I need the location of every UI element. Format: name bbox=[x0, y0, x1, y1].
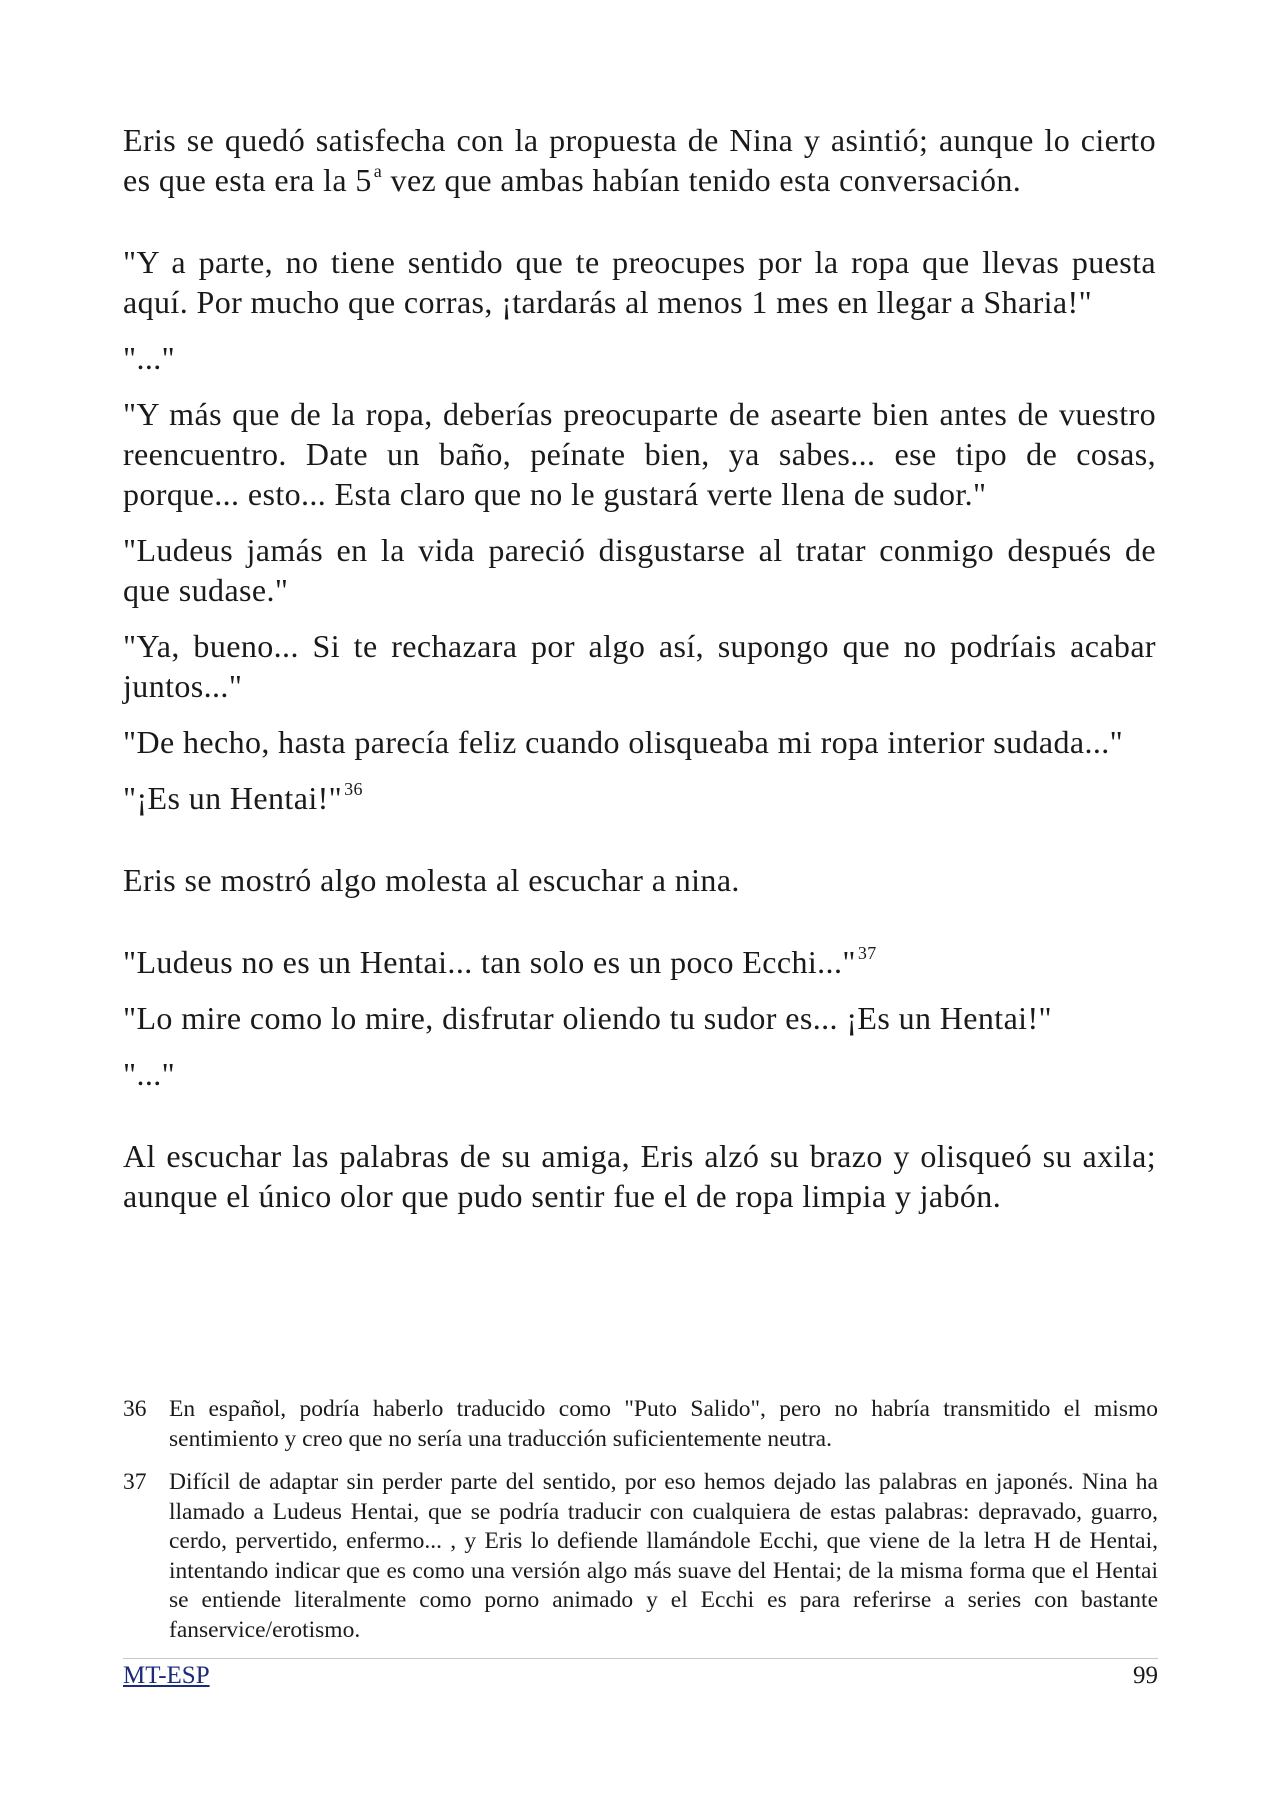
page-number: 99 bbox=[1133, 1662, 1158, 1689]
paragraph: "Ludeus jamás en la vida pareció disgustarse al tratar conmigo después de que sudase." bbox=[123, 532, 1156, 608]
paragraph: Eris se mostró algo molesta al escuchar a nina. bbox=[123, 862, 740, 898]
footnote-ref-36[interactable]: 36 bbox=[344, 779, 363, 799]
paragraph: "De hecho, hasta parecía feliz cuando olisqueaba mi ropa interior sudada..." bbox=[123, 724, 1124, 760]
paragraph: "..." bbox=[123, 340, 176, 376]
footnote-text: En español, podría haberlo traducido como "Puto Salido", pero no habría transmitido el mismo sentimiento y creo que no sería una traducción suficientemente neutra. bbox=[169, 1396, 1158, 1452]
paragraph: "¡Es un Hentai!" $^{36}$ bbox=[123, 779, 363, 816]
footnotes bbox=[123, 1395, 1158, 1659]
footnote-ref-37[interactable]: 37 bbox=[857, 943, 877, 963]
footnote-37 bbox=[123, 1468, 1158, 1645]
paragraph: "Y a parte, no tiene sentido que te preocupes por la ropa que llevas puesta aquí. Por mucho que corras, ¡tardarás al menos 1 mes en llegar a Sharia!" bbox=[123, 244, 1156, 320]
footer-link[interactable]: MT-ESP bbox=[123, 1662, 210, 1689]
paragraph: "Ya, bueno... Si te rechazara por algo así, supongo que no podríais acabar juntos..." bbox=[123, 628, 1156, 704]
footer-divider bbox=[123, 1658, 1158, 1659]
paragraph: "Y más que de la ropa, deberías preocuparte de asearte bien antes de vuestro reencuentro. Date un baño, peínate bien, ya sabes... ese tipo de cosas, porque... esto... Esta claro que no le gustará verte llena de sudor." bbox=[123, 396, 1156, 512]
superscript-ordinal: a bbox=[373, 161, 383, 181]
paragraph: "..." bbox=[123, 1056, 176, 1092]
footnote-number: 37 bbox=[123, 1469, 147, 1495]
paragraph: Eris se quedó satisfecha con la propuesta de Nina y asintió; aunque lo cierto es que esta era la 5 $^a$ vez que ambas habían tenido esta conversación. bbox=[123, 122, 1156, 198]
paragraph: "Lo mire como lo mire, disfrutar oliendo tu sudor es... ¡Es un Hentai!" bbox=[123, 1000, 1052, 1036]
paragraph: Al escuchar las palabras de su amiga, Eris alzó su brazo y olisqueó su axila; aunque el único olor que pudo sentir fue el de ropa limpia y jabón. bbox=[123, 1138, 1156, 1214]
footnote-number: 36 bbox=[123, 1396, 147, 1422]
footnote-text: Difícil de adaptar sin perder parte del sentido, por eso hemos dejado las palabras en japonés. Nina ha llamado a Ludeus Hentai, que se podría traducir con cualquiera de estas palabras: depravado, guarro, cerdo, pervertido, enfermo... , y Eris lo defiende llamándole Ecchi, que viene de la letra H de Hentai, intentando indicar que es como una versión algo más suave del Hentai; de la misma forma que el Hentai se entiende literalmente como porno animado y el Ecchi es para referirse a series con bastante fanservice/erotismo. bbox=[169, 1469, 1158, 1643]
footnote-36 bbox=[123, 1395, 1158, 1454]
paragraph: "Ludeus no es un Hentai... tan solo es un poco Ecchi..." $^{37}$ bbox=[123, 943, 877, 980]
page-footer bbox=[123, 1661, 1158, 1691]
body-text bbox=[123, 120, 1156, 1216]
